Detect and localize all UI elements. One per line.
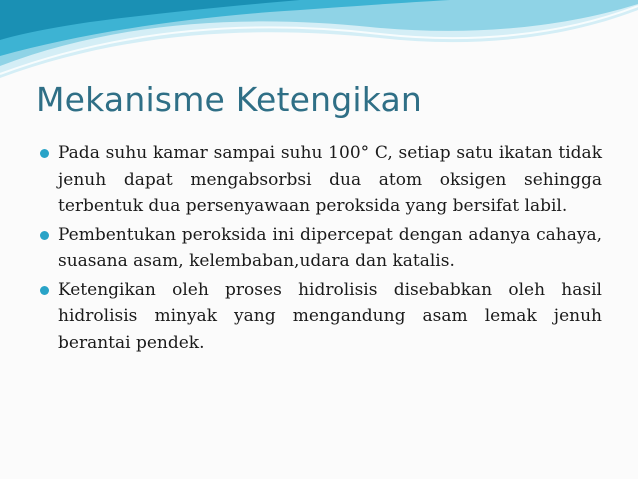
bullet-text: Pembentukan peroksida ini dipercepat dengan adanya cahaya, suasana asam, kelembaban,udara dan katalis. (58, 224, 602, 271)
bullet-text: Ketengikan oleh proses hidrolisis disebabkan oleh hasil hidrolisis minyak yang mengandung asam lemak jenuh berantai pendek. (58, 279, 602, 353)
bullet-item (40, 222, 602, 275)
bullet-item (40, 277, 602, 357)
bullet-dot-icon (40, 231, 49, 240)
bullet-dot-icon (40, 286, 49, 295)
bullet-list (40, 140, 602, 358)
bullet-text: Pada suhu kamar sampai suhu 100° C, setiap satu ikatan tidak jenuh dapat mengabsorbsi dua atom oksigen sehingga terbentuk dua persenyawaan peroksida yang bersifat labil. (58, 143, 602, 216)
bullet-item (40, 140, 602, 220)
bullet-dot-icon (40, 149, 49, 158)
slide-title: Mekanisme Ketengikan (36, 80, 422, 119)
header-wave-decoration (0, 0, 638, 90)
